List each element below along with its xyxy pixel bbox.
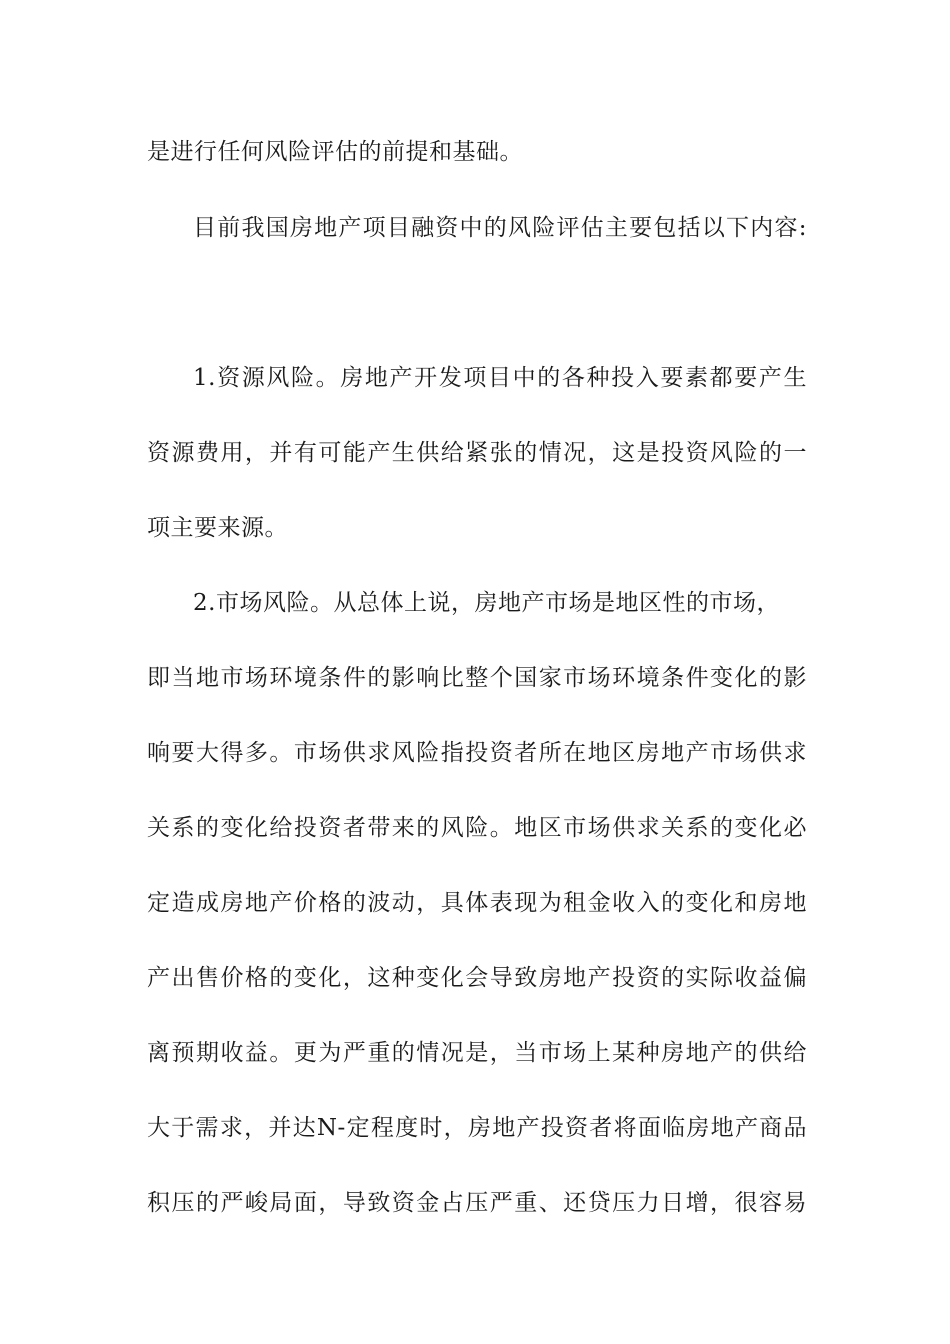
text-line: 资源费用，并有可能产生供给紧张的情况，这是投资风险的一: [147, 440, 807, 466]
text-line: 即当地市场环境条件的影响比整个国家市场环境条件变化的影: [147, 665, 807, 691]
text-line: 是进行任何风险评估的前提和基础。: [147, 139, 523, 165]
text-line: 关系的变化给投资者带来的风险。地区市场供求关系的变化必: [147, 815, 807, 841]
text-line: 1.资源风险。房地产开发项目中的各种投入要素都要产生: [193, 365, 807, 391]
text-line: 产出售价格的变化，这种变化会导致房地产投资的实际收益偏: [147, 965, 807, 991]
text-line: 项主要来源。: [147, 515, 288, 541]
text-line: 响要大得多。市场供求风险指投资者所在地区房地产市场供求: [147, 740, 807, 766]
text-line: 定造成房地产价格的波动，具体表现为租金收入的变化和房地: [147, 890, 807, 916]
text-line: 2.市场风险。从总体上说，房地产市场是地区性的市场，: [193, 590, 780, 616]
text-line: 目前我国房地产项目融资中的风险评估主要包括以下内容:: [193, 215, 807, 241]
text-line: 大于需求，并达N-定程度时，房地产投资者将面临房地产商品: [147, 1115, 807, 1141]
text-line: 积压的严峻局面，导致资金占压严重、还贷压力日增，很容易: [147, 1190, 807, 1216]
text-line: 离预期收益。更为严重的情况是，当市场上某种房地产的供给: [147, 1040, 807, 1066]
